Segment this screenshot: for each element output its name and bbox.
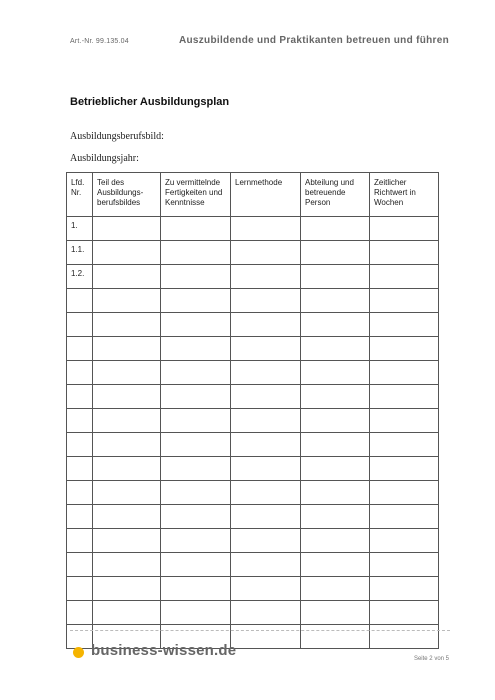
- table-cell: [370, 289, 439, 313]
- table-cell: [93, 361, 161, 385]
- table-cell: [93, 457, 161, 481]
- table-cell: [231, 553, 301, 577]
- column-header-line: berufsbildes: [97, 198, 141, 207]
- table-cell: [301, 241, 370, 265]
- table-cell: [93, 385, 161, 409]
- row-number-cell: [67, 313, 93, 337]
- table-cell: [161, 529, 231, 553]
- column-header-line: betreuende: [305, 188, 346, 197]
- table-cell: [370, 361, 439, 385]
- table-cell: [370, 265, 439, 289]
- table-cell: [231, 289, 301, 313]
- table-cell: [301, 433, 370, 457]
- table-cell: [231, 385, 301, 409]
- table-cell: [93, 289, 161, 313]
- table-cell: [161, 217, 231, 241]
- table-cell: [301, 505, 370, 529]
- table-cell: [93, 265, 161, 289]
- row-number-cell: [67, 457, 93, 481]
- table-row: [67, 385, 439, 409]
- table-cell: [231, 433, 301, 457]
- table-cell: [161, 241, 231, 265]
- row-number-cell: 1.1.: [67, 241, 93, 265]
- table-row: [67, 529, 439, 553]
- training-plan-table: [66, 172, 439, 649]
- table-row: [67, 241, 439, 265]
- table-cell: [231, 337, 301, 361]
- table-cell: [301, 601, 370, 625]
- table-cell: [231, 361, 301, 385]
- table-cell: [161, 337, 231, 361]
- column-header-line: Teil des: [97, 178, 125, 187]
- table-cell: [231, 241, 301, 265]
- table-row: [67, 361, 439, 385]
- table-cell: [161, 553, 231, 577]
- table-cell: [370, 553, 439, 577]
- table-row: [67, 457, 439, 481]
- table-cell: [93, 481, 161, 505]
- field-ausbildungsberufsbild: Ausbildungsberufsbild:: [70, 131, 164, 142]
- field-ausbildungsjahr: Ausbildungsjahr:: [70, 153, 139, 164]
- table-row: [67, 481, 439, 505]
- table-body: [67, 217, 439, 649]
- footer-divider: [70, 630, 450, 631]
- table-cell: [370, 337, 439, 361]
- table-cell: [231, 217, 301, 241]
- table-cell: [231, 577, 301, 601]
- table-cell: [301, 553, 370, 577]
- table-cell: [370, 577, 439, 601]
- table-cell: [161, 433, 231, 457]
- document-title: Betrieblicher Ausbildungsplan: [70, 96, 230, 108]
- table-row: [67, 505, 439, 529]
- table-cell: [161, 481, 231, 505]
- table-row: [67, 553, 439, 577]
- column-header-line: Fertigkeiten und: [165, 188, 223, 197]
- table-cell: [370, 409, 439, 433]
- row-number-cell: 1.: [67, 217, 93, 241]
- table-row: [67, 433, 439, 457]
- table-cell: [370, 433, 439, 457]
- table-cell: [161, 265, 231, 289]
- table-cell: [231, 529, 301, 553]
- table-cell: [161, 313, 231, 337]
- table-cell: [301, 313, 370, 337]
- table-cell: [370, 385, 439, 409]
- table-cell: [231, 457, 301, 481]
- column-header-line: Kenntnisse: [165, 198, 205, 207]
- row-number-cell: [67, 433, 93, 457]
- table-cell: [93, 241, 161, 265]
- table-cell: [370, 505, 439, 529]
- column-header-line: Zu vermittelnde: [165, 178, 221, 187]
- table-cell: [301, 409, 370, 433]
- table-cell: [370, 313, 439, 337]
- table-cell: [93, 433, 161, 457]
- table-cell: [93, 601, 161, 625]
- table-cell: [370, 457, 439, 481]
- table-cell: [161, 601, 231, 625]
- column-header: [301, 173, 370, 217]
- table-cell: [93, 529, 161, 553]
- table-cell: [161, 505, 231, 529]
- row-number-cell: [67, 553, 93, 577]
- table-cell: [370, 481, 439, 505]
- table-row: [67, 577, 439, 601]
- table-cell: [370, 241, 439, 265]
- table-row: [67, 313, 439, 337]
- column-header-line: Lfd.: [71, 178, 85, 187]
- row-number-cell: [67, 385, 93, 409]
- row-number-cell: [67, 505, 93, 529]
- row-number-cell: [67, 625, 93, 649]
- table-cell: [231, 505, 301, 529]
- table-cell: [93, 313, 161, 337]
- column-header-line: Abteilung und: [305, 178, 354, 187]
- table-cell: [301, 457, 370, 481]
- column-header-line: Person: [305, 198, 331, 207]
- page-number: Seite 2 von 5: [413, 656, 449, 662]
- table-cell: [301, 337, 370, 361]
- column-header: [161, 173, 231, 217]
- table-cell: [161, 289, 231, 313]
- row-number-cell: [67, 361, 93, 385]
- table-cell: [231, 409, 301, 433]
- table-cell: [301, 289, 370, 313]
- table-cell: [161, 361, 231, 385]
- table-row: [67, 601, 439, 625]
- table-cell: [93, 409, 161, 433]
- header-title: Auszubildende und Praktikanten betreuen und führen: [178, 35, 449, 46]
- table-row: [67, 337, 439, 361]
- column-header-line: Ausbildungs-: [97, 188, 144, 197]
- table-row: [67, 217, 439, 241]
- table-cell: [161, 457, 231, 481]
- table-cell: [301, 481, 370, 505]
- table-cell: [231, 601, 301, 625]
- column-header-line: Richtwert in: [374, 188, 416, 197]
- table-cell: [370, 217, 439, 241]
- table-header-row: [67, 173, 439, 217]
- logo[interactable]: business-wissen.de: [91, 642, 237, 659]
- table-cell: [93, 505, 161, 529]
- table-cell: [231, 265, 301, 289]
- row-number-cell: [67, 577, 93, 601]
- column-header: [67, 173, 93, 217]
- column-header-line: Zeitlicher: [374, 178, 407, 187]
- table-cell: [93, 553, 161, 577]
- row-number-cell: [67, 601, 93, 625]
- table-cell: [93, 577, 161, 601]
- table-cell: [93, 337, 161, 361]
- row-number-cell: [67, 289, 93, 313]
- table-cell: [161, 385, 231, 409]
- column-header-line: Lernmethode: [235, 178, 283, 187]
- table-cell: [161, 577, 231, 601]
- table-row: [67, 409, 439, 433]
- column-header-line: Wochen: [374, 198, 404, 207]
- table-cell: [301, 577, 370, 601]
- article-number: Art.-Nr. 99.135.04: [70, 38, 129, 45]
- table-cell: [93, 217, 161, 241]
- row-number-cell: [67, 337, 93, 361]
- table-row: [67, 265, 439, 289]
- row-number-cell: 1.2.: [67, 265, 93, 289]
- row-number-cell: [67, 481, 93, 505]
- table-cell: [231, 481, 301, 505]
- table-cell: [301, 217, 370, 241]
- table-cell: [231, 625, 301, 649]
- table-row: [67, 289, 439, 313]
- table-cell: [301, 625, 370, 649]
- table-cell: [161, 409, 231, 433]
- table-cell: [231, 313, 301, 337]
- column-header: [231, 173, 301, 217]
- table-cell: [370, 601, 439, 625]
- column-header: [370, 173, 439, 217]
- row-number-cell: [67, 529, 93, 553]
- table-cell: [301, 385, 370, 409]
- table-cell: [301, 361, 370, 385]
- column-header-line: Nr.: [71, 188, 82, 197]
- column-header: [93, 173, 161, 217]
- table-cell: [301, 265, 370, 289]
- row-number-cell: [67, 409, 93, 433]
- table-cell: [301, 529, 370, 553]
- table-cell: [370, 529, 439, 553]
- table-cell: [370, 625, 439, 649]
- logo-dot-icon: [73, 647, 84, 658]
